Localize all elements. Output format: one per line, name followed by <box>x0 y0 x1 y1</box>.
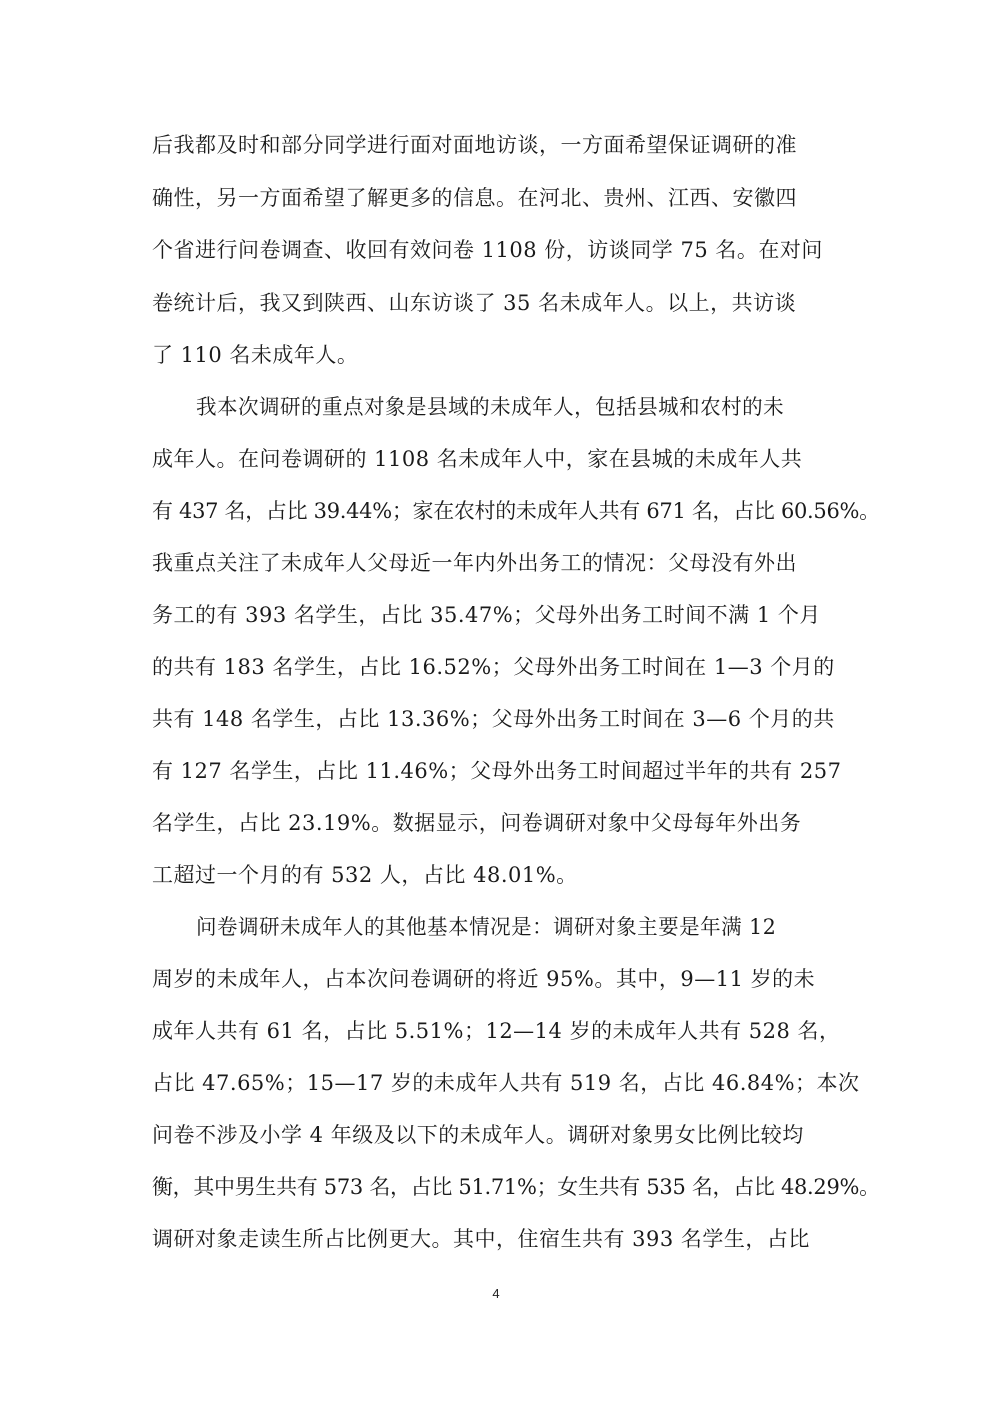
text-line: 衡，其中男生共有 573 名，占比 51.71%；女生共有 535 名，占比 48.29%。 <box>152 1175 880 1199</box>
text-line: 确性，另一方面希望了解更多的信息。在河北、贵州、江西、安徽四 <box>152 186 797 210</box>
paragraph-first-line: 我本次调研的重点对象是县域的未成年人，包括县城和农村的未 <box>196 395 785 419</box>
paragraph-first-line: 问卷调研未成年人的其他基本情况是：调研对象主要是年满 12 <box>196 915 777 939</box>
text-line: 问卷不涉及小学 4 年级及以下的未成年人。调研对象男女比例比较均 <box>152 1123 804 1147</box>
text-line: 个省进行问卷调查、收回有效问卷 1108 份，访谈同学 75 名。在对问 <box>152 238 823 262</box>
text-line: 的共有 183 名学生，占比 16.52%；父母外出务工时间在 1—3 个月的 <box>152 655 835 679</box>
text-line: 有 127 名学生，占比 11.46%；父母外出务工时间超过半年的共有 257 <box>152 759 842 783</box>
text-line: 名学生，占比 23.19%。数据显示，问卷调研对象中父母每年外出务 <box>152 811 802 835</box>
text-line: 了 110 名未成年人。 <box>152 343 359 367</box>
text-line: 后我都及时和部分同学进行面对面地访谈，一方面希望保证调研的准 <box>152 133 797 157</box>
text-line: 工超过一个月的有 532 人，占比 48.01%。 <box>152 863 578 887</box>
text-line: 有 437 名，占比 39.44%；家在农村的未成年人共有 671 名，占比 60.56%。 <box>152 499 880 523</box>
text-line: 周岁的未成年人，占本次问卷调研的将近 95%。其中，9—11 岁的未 <box>152 967 816 991</box>
text-line: 我重点关注了未成年人父母近一年内外出务工的情况：父母没有外出 <box>152 551 797 575</box>
text-line: 占比 47.65%；15—17 岁的未成年人共有 519 名，占比 46.84%；本次 <box>152 1071 860 1095</box>
text-line: 卷统计后，我又到陕西、山东访谈了 35 名未成年人。以上，共访谈 <box>152 291 797 315</box>
text-line: 共有 148 名学生，占比 13.36%；父母外出务工时间在 3—6 个月的共 <box>152 707 835 731</box>
text-line: 成年人共有 61 名，占比 5.51%；12—14 岁的未成年人共有 528 名， <box>152 1019 841 1043</box>
page-number: 4 <box>492 1286 500 1301</box>
text-line: 调研对象走读生所占比例更大。其中，住宿生共有 393 名学生，占比 <box>152 1227 810 1251</box>
text-line: 成年人。在问卷调研的 1108 名未成年人中，家在县城的未成年人共 <box>152 447 803 471</box>
text-line: 务工的有 393 名学生，占比 35.47%；父母外出务工时间不满 1 个月 <box>152 603 821 627</box>
